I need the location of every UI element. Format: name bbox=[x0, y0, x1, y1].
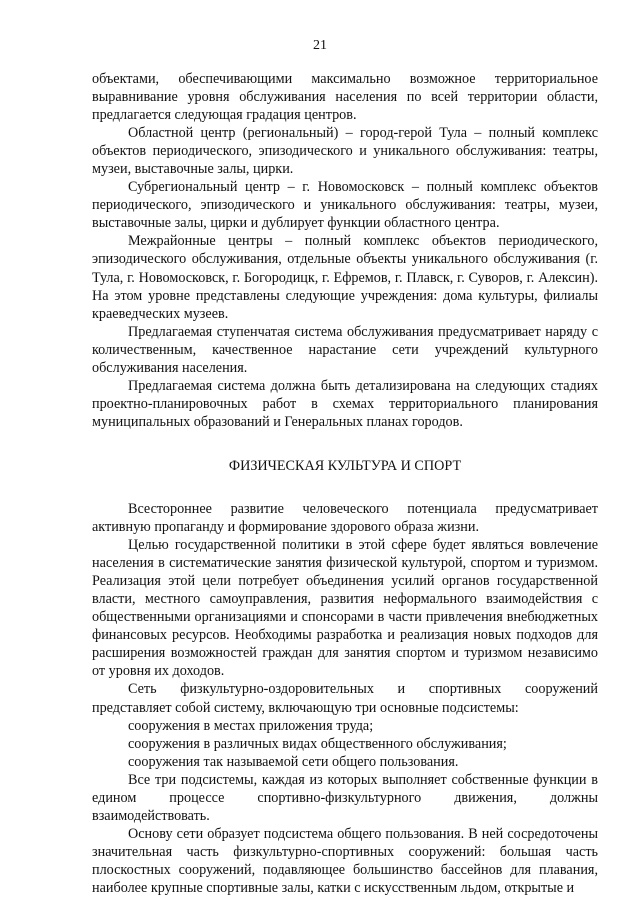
paragraph-text: Всестороннее развитие человеческого потенциала предусматривает активную пропаганду и формирование здорового образа жизни. bbox=[92, 500, 598, 536]
paragraph-text: Основу сети образует подсистема общего пользования. В ней сосредоточены значительная часть физкультурно-спортивных сооружений: большая часть плоскостных сооружений, подавляющее большинство бассейнов для плавания, наиболее крупные спортивные залы, катки с искусственным льдом, открытые и bbox=[92, 825, 598, 896]
document-body bbox=[92, 70, 598, 897]
list-item: сооружения так называемой сети общего пользования. bbox=[128, 753, 459, 770]
paragraph-text: Сеть физкультурно-оздоровительных и спортивных сооружений представляет собой систему, включающую три основные подсистемы: bbox=[92, 681, 598, 716]
paragraph-text: Предлагаемая система должна быть детализирована на следующих стадиях проектно-планировочных работ в схемах территориального планирования муниципальных образований и Генеральных планах городов. bbox=[92, 377, 598, 430]
paragraph-text: Все три подсистемы, каждая из которых выполняет собственные функции в едином процессе спортивно-физкультурного движения, должны взаимодействовать. bbox=[92, 771, 598, 824]
list-item: сооружения в местах приложения труда; bbox=[128, 717, 374, 734]
paragraph-text: объектами, обеспечивающими максимально возможное территориальное выравнивание уровня обслуживания населения по всей территории области, предлагается следующая градация центров. bbox=[92, 71, 598, 124]
paragraph-text: Субрегиональный центр – г. Новомосковск – полный комплекс объектов периодического, эпизодического и уникального обслуживания: театры, музеи, выставочные залы, цирки и дублирует функции областного центра. bbox=[92, 179, 598, 232]
paragraph-text: Областной центр (региональный) – город-герой Тула – полный комплекс объектов периодического, эпизодического и уникального обслуживания: театры, музеи, выставочные залы, цирки. bbox=[92, 125, 598, 178]
section-heading: ФИЗИЧЕСКАЯ КУЛЬТУРА И СПОРТ bbox=[228, 457, 462, 474]
paragraph-text: Целью государственной политики в этой сфере будет являться вовлечение населения в систематические занятия физической культурой, спортом и туризмом. Реализация этой цели потребует объединения усилий органов государственной власти, местного самоуправления, развития неформального взаимодействия с общественными организациями и спонсорами в части привлечения внебюджетных финансовых ресурсов. Необходимы разработка и реализация новых подходов для расширения возможностей граждан для занятия спортом и туризмом независимо от уровня их доходов. bbox=[92, 537, 598, 680]
paragraph-text: Межрайонные центры – полный комплекс объектов периодического, эпизодического обслуживания, отдельные объекты уникального обслуживания (г. Тула, г. Новомосковск, г. Богородицк, г. Ефремов, г. Плавск, г. Суворов, г. Алексин). На этом уровне представлены следующие учреждения: дома культуры, филиалы краеведческих музеев. bbox=[92, 233, 598, 322]
paragraph-text: Предлагаемая ступенчатая система обслуживания предусматривает наряду с количественным, качественное нарастание сети учреждений культурного обслуживания населения. bbox=[92, 323, 598, 376]
list-item: сооружения в различных видах общественного обслуживания; bbox=[128, 735, 507, 752]
page-number: 21 bbox=[313, 38, 327, 53]
